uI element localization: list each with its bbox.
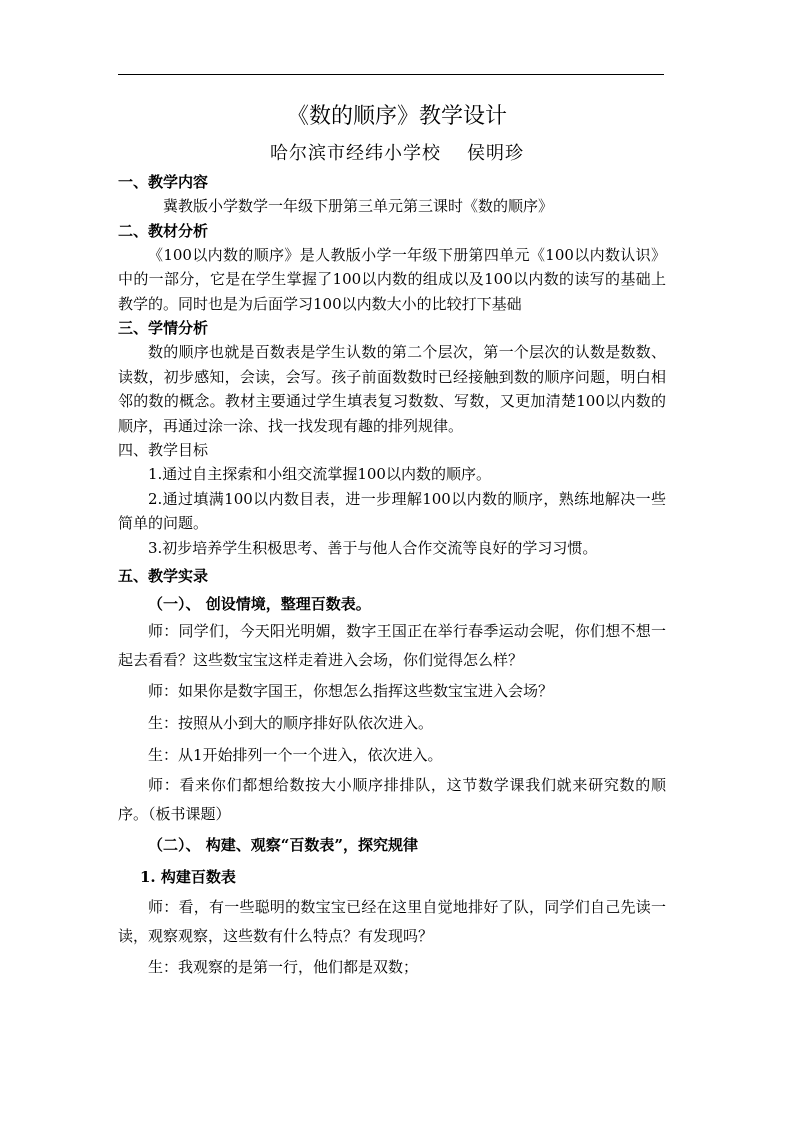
dialogue-line: 师：如果你是数字国王，你想怎么指挥这些数宝宝进入会场？ [148,681,554,700]
section-heading-content: 一、教学内容 [118,173,209,191]
document-body [118,170,666,983]
author-name: 侯明珍 [467,143,524,164]
section-text-content: 冀教版小学数学一年级下册第三单元第三课时《数的顺序》 [163,197,554,215]
dialogue-line: 生：从1开始排列一个一个进入，依次进入。 [148,745,443,764]
section-heading-record: 五、教学实录 [118,567,209,585]
section-text-students: 数的顺序也就是百数表是学生认数的第二个层次，第一个层次的认数是数数、读数，初步感知，会读，会写。孩子前面数数时已经接触到数的顺序问题，明白相邻的数的概念。教材主要通过学生填表复习数数、写数，又更加清楚100以内数的顺序，再通过涂一涂、找一找发现有趣的排列规律。 [118,343,666,435]
subsection-heading: （二）、 构建、观察“百数表”，探究规律 [148,835,418,854]
dialogue-line: 师：看来你们都想给数按大小顺序排排队，这节数学课我们就来研究数的顺序。（板书课题） [118,775,666,823]
goal-item: 1.通过自主探索和小组交流掌握100以内数的顺序。 [148,465,491,483]
page-title: 《数的顺序》教学设计 [286,104,507,129]
section-text-material: 《100以内数的顺序》是人教版小学一年级下册第四单元《100以内数认识》中的一部分，它是在学生掌握了100以内数的组成以及100以内数的读写的基础上教学的。同时也是为后面学习100以内数大小的比较打下基础 [118,245,666,313]
goal-item: 2.通过填满100以内数目表，进一步理解100以内数的顺序，熟练地解决一些简单的问题。 [118,489,666,532]
subsection-heading: 1. 构建百数表 [140,867,236,886]
section-heading-material: 二、教材分析 [118,221,209,240]
subsection-heading: （一）、 创设情境，整理百数表。 [148,595,371,613]
author-line [0,141,794,167]
dialogue-line: 师：看，有一些聪明的数宝宝已经在这里自觉地排好了队，同学们自己先读一读，观察观察，这些数有什么特点？有发现吗？ [118,897,666,945]
school-name: 哈尔滨市经纬小学校 [270,143,441,164]
dialogue-line: 生：我观察的是第一行，他们都是双数； [148,957,419,976]
section-heading-students: 三、学情分析 [118,319,209,337]
dialogue-line: 师：同学们，今天阳光明媚，数字王国正在举行春季运动会呢，你们想不想一起去看看？这些数宝宝这样走着进入会场，你们觉得怎么样？ [118,621,666,669]
header-rule [118,74,664,75]
section-heading-goals: 四、教学目标 [118,441,209,459]
dialogue-line: 生：按照从小到大的顺序排好队依次进入。 [148,713,434,732]
goal-item: 3.初步培养学生积极思考、善于与他人合作交流等良好的学习习惯。 [148,538,598,557]
